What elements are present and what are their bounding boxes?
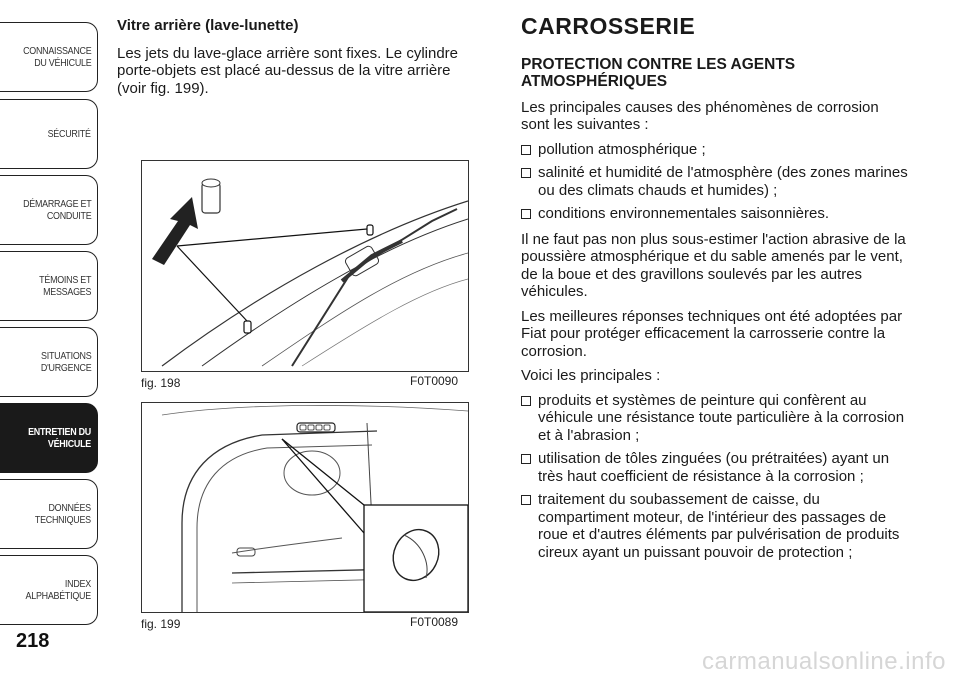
list-item-text: traitement du soubassement de caisse, du compartiment moteur, de l'intérieur des passages de roue et d'autres éléments par pulvérisation de produits cireux ayant un puissant pouvoir de protection ; [538,491,900,561]
list-item-text: utilisation de tôles zinguées (ou prétraitées) ayant un très haut coefficient de résistance à la corrosion ; [538,450,890,485]
watermark: carmanualsonline.info [702,648,946,675]
paragraph: Les principales causes des phénomènes de corrosion sont les suivantes : [521,98,879,133]
section-heading: PROTECTION CONTRE LES AGENTS ATMOSPHÉRIQUES [521,55,796,90]
tab-connaissance[interactable] [0,22,98,92]
tab-label: SITUATIONS D'URGENCE [40,350,91,374]
left-column [117,17,467,104]
list-item-text: salinité et humidité de l'atmosphère (des zones marines ou des climats chauds et humides) ; [538,164,908,199]
measures-list [521,392,911,562]
tab-temoins[interactable] [0,251,98,321]
paragraph: Les jets du lave-glace arrière sont fixes. Le cylindre porte-objets est placé au-dessus de la vitre arrière (voir fig. 199). [117,44,459,97]
list-item [521,141,911,159]
paragraph: Les meilleures réponses techniques ont été adoptées par Fiat pour protéger efficacement la carrosserie contre la corrosion. [521,307,903,360]
checkbox-bullet-icon [521,454,531,464]
list-item [521,205,911,223]
tab-label: ENTRETIEN DU VÉHICULE [28,426,91,450]
tab-index[interactable] [0,555,98,625]
tab-label: SÉCURITÉ [47,128,91,140]
paragraph: Il ne faut pas non plus sous-estimer l'action abrasive de la poussière atmosphérique et du sable amenés par le vent, de la boue et des gravillons soulevés par les autres véhicules. [521,230,906,300]
figure-199 [141,402,469,613]
figure-code: F0T0090 [410,374,459,388]
tab-securite[interactable] [0,99,98,169]
right-column [521,13,911,569]
tab-label: TÉMOINS ET MESSAGES [39,274,91,298]
tab-entretien[interactable] [0,403,98,473]
checkbox-bullet-icon [521,396,531,406]
tab-label: CONNAISSANCE DU VÉHICULE [22,45,91,69]
tab-label: DONNÉES TECHNIQUES [35,502,91,526]
rear-washer-jets-illustration [142,161,468,371]
page-title: CARROSSERIE [521,13,696,39]
rear-window-cylinder-illustration [142,403,468,612]
list-item-text: produits et systèmes de peinture qui confèrent au véhicule une résistance toute particulière à la corrosion et à l'abrasion ; [538,391,905,444]
tab-label: INDEX ALPHABÉTIQUE [25,578,91,602]
figure-label: fig. 199 [141,617,181,631]
list-item-text: conditions environnementales saisonnières. [538,205,830,222]
figure-code: F0T0089 [410,615,459,629]
figure-label: fig. 198 [141,376,181,390]
list-item-text: pollution atmosphérique ; [538,140,706,158]
checkbox-bullet-icon [521,209,531,219]
causes-list [521,141,911,223]
page-number: 218 [16,630,50,652]
checkbox-bullet-icon [521,168,531,178]
list-item [521,164,911,199]
checkbox-bullet-icon [521,495,531,505]
tab-situations[interactable] [0,327,98,397]
section-subtitle: Vitre arrière (lave-lunette) [117,17,299,34]
tab-demarrage[interactable] [0,175,98,245]
figure-198 [141,160,469,372]
tab-label: DÉMARRAGE ET CONDUITE [22,198,91,222]
tab-donnees[interactable] [0,479,98,549]
paragraph: Voici les principales : [521,367,661,384]
list-item [521,450,911,485]
list-item [521,491,911,561]
checkbox-bullet-icon [521,145,531,155]
list-item [521,392,911,445]
